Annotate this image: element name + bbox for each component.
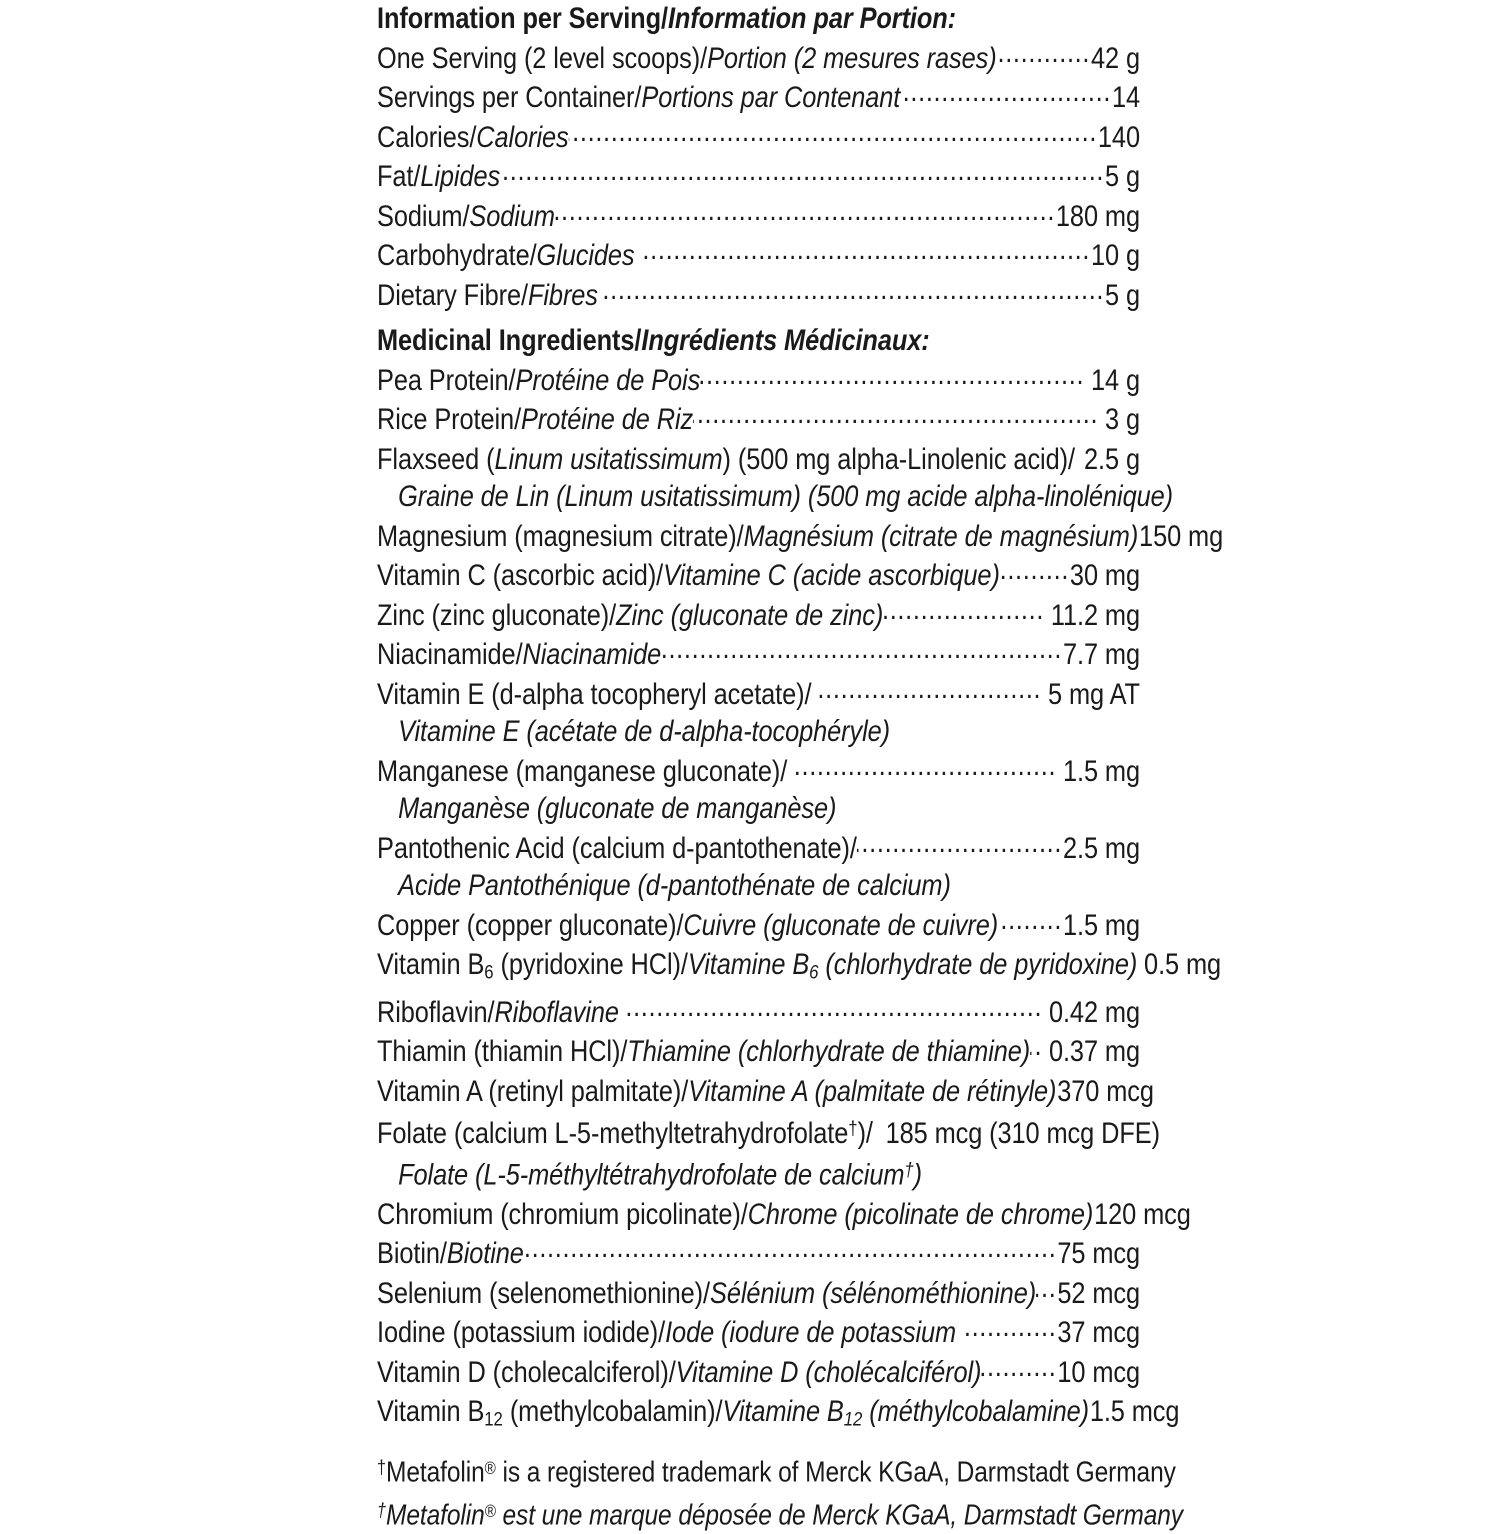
ingredient-label (377, 907, 998, 945)
registered-trademark-icon: ® (484, 1458, 496, 1479)
nutrient-label-en: Sodium (377, 199, 463, 233)
ingredient-value: 1.5 mg (1062, 754, 1140, 788)
nutrient-label-fr: Calories (476, 120, 569, 154)
ingredient-label-fr: Vitamine D (cholécalciférol) (675, 1355, 982, 1389)
ingredient-row (377, 1273, 1140, 1313)
nutrient-value: 180 mg (1055, 199, 1140, 233)
ingredient-row (377, 1391, 1180, 1439)
dot-leader (555, 196, 1055, 226)
nutrient-label (377, 40, 997, 78)
ingredient-label-fr: Iode (iodure de potassium (665, 1316, 957, 1350)
section-information-per-serving (377, 0, 1140, 314)
dagger-footnote-marker: † (904, 1159, 914, 1182)
ingredient-row (377, 944, 1222, 992)
label-separator: / (865, 1116, 873, 1150)
ingredient-label (377, 1354, 981, 1392)
dot-leader (625, 992, 1042, 1022)
label-separator: / (676, 908, 684, 942)
ingredient-label (377, 830, 857, 868)
nutrient-row (377, 275, 1140, 315)
ingredient-row (377, 1031, 1140, 1071)
label-separator: / (439, 1237, 447, 1271)
nutrient-label-fr: Portions par Contenant (641, 81, 901, 114)
ingredient-label (377, 1393, 1089, 1439)
ingredient-row (377, 1110, 1160, 1152)
dot-leader (1036, 1273, 1056, 1303)
nutrient-label (377, 158, 500, 196)
dot-leader (500, 156, 1104, 186)
label-separator: / (515, 638, 523, 671)
ingredient-value: 14 g (1090, 363, 1140, 397)
ingredient-value: 1.5 mg (1062, 908, 1140, 942)
ingredient-label (377, 994, 619, 1032)
dagger-footnote-marker: † (377, 1500, 386, 1522)
ingredient-label-en-part2: ) (500 mg alpha-Linolenic acid)/ (722, 442, 1075, 476)
ingredient-label-en: Iodine (potassium iodide) (377, 1316, 659, 1350)
dot-leader (1000, 555, 1069, 585)
ingredient-label-en: Vitamin A (retinyl palmitate) (377, 1074, 682, 1108)
ingredient-label (377, 401, 693, 439)
label-separator: / (680, 948, 688, 981)
dot-leader (883, 595, 1044, 625)
ingredient-value: 150 mg (1139, 519, 1224, 553)
dot-leader (900, 77, 1111, 107)
ingredient-label (377, 1073, 1056, 1111)
ingredient-label-en: Copper (copper gluconate) (377, 908, 677, 942)
ingredient-label (377, 362, 700, 400)
label-separator: / (740, 1197, 748, 1231)
nutrient-label-en: Fat (377, 160, 414, 193)
nutrient-label (377, 119, 569, 157)
ingredient-label-fr: Protéine de Riz (521, 403, 694, 436)
ingredient-continuation-fr: Graine de Lin (Linum usitatissimum) (500 mg acide alpha-linolénique) (398, 480, 1173, 513)
label-separator: / (703, 1276, 711, 1310)
nutrient-label-en: Carbohydrate (377, 239, 530, 272)
nutrient-label-fr: Lipides (420, 160, 501, 193)
ingredient-continuation-fr: Vitamine E (acétate de d-alpha-tocophéryle) (398, 715, 891, 748)
dot-leader (793, 751, 1056, 781)
label-separator: / (413, 160, 421, 193)
ingredient-label-fr: Vitamine A (palmitate de rétinyle) (688, 1074, 1057, 1108)
ingredient-value: 52 mcg (1057, 1276, 1140, 1310)
dot-leader (962, 1312, 1056, 1342)
ingredient-row (377, 439, 1140, 479)
section-heading-fr: Ingrédients Médicinaux: (641, 324, 930, 357)
ingredient-value: 1.5 mcg (1089, 1395, 1180, 1429)
nutrient-label (377, 277, 598, 315)
ingredient-label (377, 1235, 524, 1273)
dot-leader (693, 399, 1098, 429)
ingredient-row (377, 1312, 1140, 1352)
label-separator: / (849, 831, 857, 865)
ingredient-row (377, 1233, 1140, 1273)
section-medicinal-ingredients (377, 322, 1224, 1439)
ingredient-value: 2.5 g (1084, 442, 1140, 476)
ingredient-label-en: Chromium (chromium picolinate) (377, 1197, 741, 1231)
ingredient-label-en: Pea Protein (377, 363, 509, 397)
ingredient-row (377, 1194, 1191, 1234)
latin-binomial: Linum usitatissimum (494, 442, 723, 476)
subscript-12: 12 (843, 1408, 863, 1431)
ingredient-label (377, 946, 1137, 992)
dot-leader (857, 828, 1062, 858)
dot-leader (661, 634, 1062, 664)
ingredient-value: 30 mg (1069, 559, 1140, 592)
dot-leader (981, 1352, 1056, 1382)
ingredient-label (377, 1314, 956, 1352)
label-separator: / (715, 1395, 723, 1429)
nutrient-value: 5 g (1104, 160, 1140, 193)
nutrient-label-en: Servings per Container (377, 81, 635, 114)
ingredient-row (377, 828, 1140, 868)
ingredient-label-fr: Vitamine $B_{12}$ (méthylcobalamine) (722, 1395, 1089, 1431)
label-separator: / (508, 363, 516, 397)
dot-leader (1030, 1031, 1042, 1061)
subscript-12: 12 (484, 1408, 503, 1431)
nutrient-label-fr: Glucides (536, 239, 635, 272)
ingredient-value: 10 mcg (1057, 1355, 1140, 1389)
nutrient-label-fr: Portion (2 mesures rases) (707, 41, 997, 75)
section-heading-fr: Information par Portion: (667, 2, 957, 35)
dagger-footnote-marker: † (377, 1457, 386, 1479)
ingredient-label-en: Folate (calcium L-5-methyltetrahydrofolate†) (377, 1116, 866, 1150)
nutrient-label (377, 79, 900, 117)
footnote-trademark-fr: †Metafolin® est une marque déposée de Merck KGaA, Darmstadt Germany (377, 1499, 1183, 1532)
ingredient-value: 3 g (1104, 403, 1140, 436)
dot-leader (998, 905, 1062, 935)
ingredient-value: 370 mcg (1057, 1074, 1154, 1108)
dagger-footnote-marker: † (848, 1117, 858, 1140)
nutrient-value: 42 g (1090, 41, 1140, 75)
label-separator: / (609, 598, 617, 632)
nutrient-label (377, 237, 635, 275)
ingredient-label (377, 1033, 1030, 1071)
ingredient-value: 75 mcg (1057, 1237, 1140, 1271)
ingredient-label-en: Rice Protein (377, 403, 515, 436)
ingredient-row (377, 1352, 1140, 1392)
ingredient-label (377, 636, 661, 674)
ingredient-label (377, 441, 1075, 479)
label-separator: / (469, 120, 477, 154)
label-separator: / (656, 559, 664, 592)
label-separator: / (521, 278, 528, 312)
footnote-block (377, 1449, 1183, 1534)
ingredient-label-en: Niacinamide (377, 638, 516, 671)
ingredient-row (377, 905, 1140, 945)
ingredient-label-en: Riboflavin (377, 995, 488, 1029)
dot-leader (817, 674, 1041, 704)
nutrient-row (377, 235, 1140, 275)
section-heading-separator: / (660, 2, 668, 35)
subscript-6: 6 (809, 961, 819, 984)
ingredient-label-fr: Thiamine (chlorhydrate de thiamine) (627, 1035, 1031, 1069)
ingredient-row (377, 360, 1140, 400)
nutrient-value: 5 g (1104, 278, 1140, 312)
label-separator: / (780, 754, 788, 788)
ingredient-label (377, 518, 1138, 556)
ingredient-label-en: Pantothenic Acid (calcium d-pantothenate) (377, 831, 850, 865)
nutrient-row (377, 38, 1140, 78)
ingredient-value: 185 mcg (310 mcg DFE) (885, 1116, 1160, 1150)
nutrient-row (377, 156, 1140, 196)
ingredient-row (377, 634, 1140, 674)
dot-leader (524, 1233, 1057, 1263)
ingredient-row (377, 751, 1140, 791)
nutrient-label-fr: Fibres (527, 278, 598, 312)
ingredient-label-en: Vitamin D (cholecalciferol) (377, 1355, 669, 1389)
footnote-trademark-en: †Metafolin® is a registered trademark of Merck KGaA, Darmstadt Germany (377, 1456, 1176, 1489)
dot-leader (604, 275, 1104, 305)
ingredient-value: 0.5 mg (1144, 948, 1222, 981)
ingredient-row (377, 516, 1224, 556)
ingredient-label-en: Vitamin $B_6$ (pyridoxine HCl) (377, 948, 681, 984)
label-separator: / (514, 403, 522, 436)
ingredient-label-en: Magnesium (magnesium citrate) (377, 519, 737, 553)
nutrient-label-en: One Serving (2 level scoops) (377, 41, 701, 75)
ingredient-label-en: Vitamin C (ascorbic acid) (377, 559, 657, 592)
nutrient-label (377, 198, 555, 236)
ingredient-row (377, 1071, 1154, 1111)
ingredient-label-fr: Cuivre (gluconate de cuivre) (683, 908, 999, 942)
ingredient-value: 37 mcg (1057, 1316, 1140, 1350)
ingredient-label-fr: Chrome (picolinate de chrome) (747, 1197, 1094, 1231)
ingredient-value: 7.7 mg (1062, 638, 1140, 671)
nutrient-row (377, 77, 1140, 117)
ingredient-label (377, 1196, 1093, 1234)
ingredient-label-fr: Niacinamide (522, 638, 662, 671)
section-heading-medicinal-ingredients (377, 322, 1140, 360)
ingredient-label-fr: Protéine de Pois (515, 363, 701, 397)
ingredient-label-en-part1: Flaxseed ( (377, 442, 495, 476)
ingredient-label-fr: Sélénium (sélénométhionine) (710, 1276, 1037, 1310)
ingredient-label-en: Vitamin E (d-alpha tocopheryl acetate) (377, 677, 805, 711)
nutrient-label-en: Calories (377, 120, 470, 154)
ingredient-value: 0.42 mg (1048, 995, 1140, 1029)
nutrient-value: 10 g (1090, 239, 1140, 272)
ingredient-row (377, 555, 1140, 595)
nutrient-value: 140 (1097, 120, 1140, 154)
ingredient-label (377, 597, 883, 635)
ingredient-label-en: Biotin (377, 1237, 440, 1271)
ingredient-value: 5 mg AT (1048, 677, 1140, 711)
nutrient-label-fr: Sodium (469, 199, 555, 233)
ingredient-label (377, 676, 811, 714)
ingredient-row (377, 674, 1140, 714)
label-separator: / (620, 1035, 628, 1069)
dot-leader (997, 38, 1091, 68)
dot-leader (700, 360, 1084, 390)
section-heading-en: Information per Serving (377, 2, 661, 35)
section-heading-en: Medicinal Ingredients (377, 324, 635, 357)
ingredient-label (377, 753, 787, 791)
label-separator: / (634, 81, 642, 114)
ingredient-label-en: Thiamin (thiamin HCl) (377, 1035, 621, 1069)
ingredient-label-en: Manganese (manganese gluconate) (377, 754, 781, 788)
ingredient-row (377, 992, 1140, 1032)
dot-leader (640, 235, 1090, 265)
nutrient-label-en: Dietary Fibre (377, 278, 522, 312)
nutrient-row (377, 117, 1140, 157)
subscript-6: 6 (484, 961, 494, 984)
ingredient-label-en: Selenium (selenomethionine) (377, 1276, 704, 1310)
ingredient-label-fr: Magnésium (citrate de magnésium) (743, 519, 1139, 553)
ingredient-value: 11.2 mg (1050, 598, 1140, 632)
ingredient-label-fr: Vitamine $B_6$ (chlorhydrate de pyridoxine) (687, 948, 1138, 984)
nutrient-value: 14 (1111, 81, 1140, 114)
section-heading-information-per-serving (377, 0, 1140, 38)
label-separator: / (681, 1074, 689, 1108)
label-separator: / (804, 677, 812, 711)
ingredient-label-en: Vitamin $B_{12}$ (methylcobalamin) (377, 1395, 716, 1431)
ingredient-row (377, 595, 1140, 635)
ingredient-label (377, 1110, 873, 1152)
ingredient-label-fr: Riboflavine (494, 995, 619, 1029)
label-separator: / (529, 239, 537, 272)
ingredient-label (377, 557, 1000, 595)
nutrient-row (377, 196, 1140, 236)
label-separator: / (462, 199, 470, 233)
dot-leader (569, 117, 1097, 147)
ingredient-label (377, 1275, 1036, 1313)
ingredient-label-fr: Biotine (446, 1237, 524, 1271)
ingredient-continuation-fr: Acide Pantothénique (d-pantothénate de calcium) (398, 869, 951, 902)
ingredient-label-fr: Zinc (gluconate de zinc) (616, 598, 884, 632)
supplement-facts-panel (377, 0, 1224, 1534)
dot-leader (1075, 439, 1077, 469)
ingredient-value: 120 mcg (1094, 1197, 1191, 1231)
label-separator: / (736, 519, 744, 553)
ingredient-label-en: Zinc (zinc gluconate) (377, 598, 610, 632)
ingredient-value: 0.37 mg (1048, 1035, 1140, 1069)
label-separator: / (668, 1355, 676, 1389)
ingredient-continuation-fr: Manganèse (gluconate de manganèse) (398, 792, 837, 825)
ingredient-row (377, 399, 1140, 439)
label-separator: / (658, 1316, 666, 1350)
ingredient-label-fr: Vitamine C (acide ascorbique) (663, 559, 1000, 592)
ingredient-value: 2.5 mg (1062, 831, 1140, 865)
label-separator: / (700, 41, 708, 75)
label-separator: / (487, 995, 495, 1029)
registered-trademark-icon: ® (484, 1500, 496, 1521)
section-heading-separator: / (634, 324, 642, 357)
ingredient-continuation-fr: Folate (L-5-méthyltétrahydrofolate de calcium†) (398, 1158, 923, 1192)
